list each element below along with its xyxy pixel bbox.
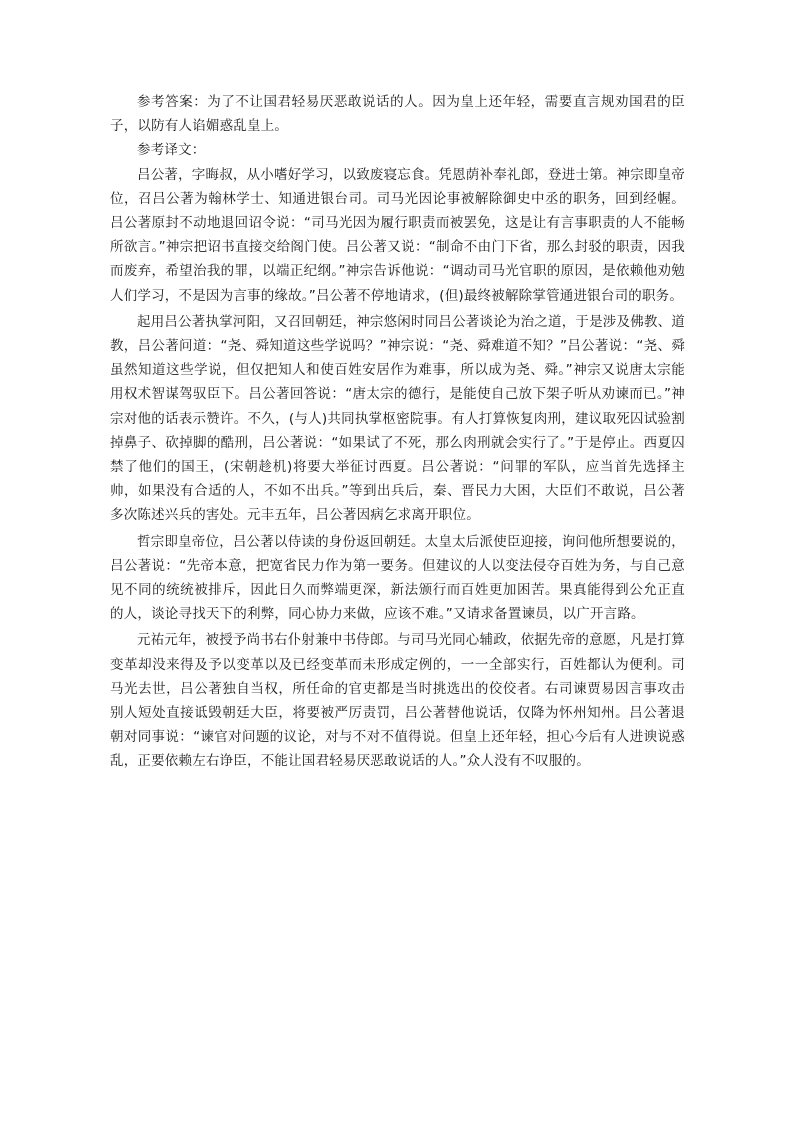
translation-heading: 参考译文： — [137, 142, 206, 159]
answer-paragraph: 参考答案：为了不让国君轻易厌恶敢说话的人。因为皇上还年轻，需要直言规劝国君的臣子，以防有人谄媚惑乱皇上。 — [110, 94, 685, 135]
translation-paragraph-2: 起用吕公著执掌河阳，又召回朝廷，神宗悠闲时同吕公著谈论为治之道，于是涉及佛教、道教，吕公著问道：“尧、舜知道这些学说吗？”神宗说：“尧、舜难道不知？”吕公著说：“尧、舜虽然知道这些学说，但仅把知人和使百姓安居作为难事，所以成为尧、舜。”神宗又说唐太宗能用权术智谋驾驭臣下。吕公著回答说：“唐太宗的德行，是能使自己放下架子听从劝谏而已。”神宗对他的话表示赞许。不久，(与人)共同执掌枢密院事。有人打算恢复肉刑，建议取死囚试验割掉鼻子、砍掉脚的酷刑，吕公著说：“如果试了不死，那么肉刑就会实行了。”于是停止。西夏囚禁了他们的国王，(宋朝趁机)将要大举征讨西夏。吕公著说：“问罪的军队，应当首先选择主帅，如果没有合适的人，不如不出兵。”等到出兵后，秦、晋民力大困，大臣们不敢说，吕公著多次陈述兴兵的害处。元丰五年，吕公著因病乞求离开职位。 — [110, 313, 685, 524]
translation-paragraph-3: 哲宗即皇帝位，吕公著以侍读的身份返回朝廷。太皇太后派使臣迎接，询问他所想要说的，吕公著说：“先帝本意，把宽省民力作为第一要务。但建议的人以变法侵夺百姓为务，与自己意见不同的统统被排斥，因此日久而弊端更深，新法颁行而百姓更加困苦。果真能得到公允正直的人，谈论寻找天下的利弊，同心协力来做，应该不难。”又请求备置谏员，以广开言路。 — [110, 533, 685, 623]
translation-paragraph-4: 元祐元年，被授予尚书右仆射兼中书侍郎。与司马光同心辅政，依据先帝的意愿，凡是打算变革却没来得及予以变革以及已经变革而未形成定例的，一一全部实行，百姓都认为便利。司马光去世，吕公著独自当权，所任命的官吏都是当时挑选出的佼佼者。右司谏贾易因言事攻击别人短处直接诋毁朝廷大臣，将要被严厉责罚，吕公著替他说话，仅降为怀州知州。吕公著退朝对同事说：“谏官对问题的议论，对与不对不值得说。但皇上还年轻，担心今后有人进谀说惑乱，正要依赖左右诤臣，不能让国君轻易厌恶敢说话的人。”众人没有不叹服的。 — [110, 632, 685, 770]
translation-paragraph-1: 吕公著，字晦叔，从小嗜好学习，以致废寝忘食。凭恩荫补奉礼郎，登进士第。神宗即皇帝位，召吕公著为翰林学士、知通进银台司。司马光因论事被解除御史中丞的职务，回到经幄。吕公著原封不动地退回诏令说：“司马光因为履行职责而被罢免，这是让有言事职责的人不能畅所欲言。”神宗把诏书直接交给阁门使。吕公著又说：“制命不由门下省，那么封驳的职责，因我而废弃，希望治我的罪，以端正纪纲。”神宗告诉他说：“调动司马光官职的原因，是依赖他劝勉人们学习，不是因为言事的缘故。”吕公著不停地请求，(但)最终被解除掌管通进银台司的职务。 — [110, 166, 685, 304]
document-page — [110, 90, 685, 774]
